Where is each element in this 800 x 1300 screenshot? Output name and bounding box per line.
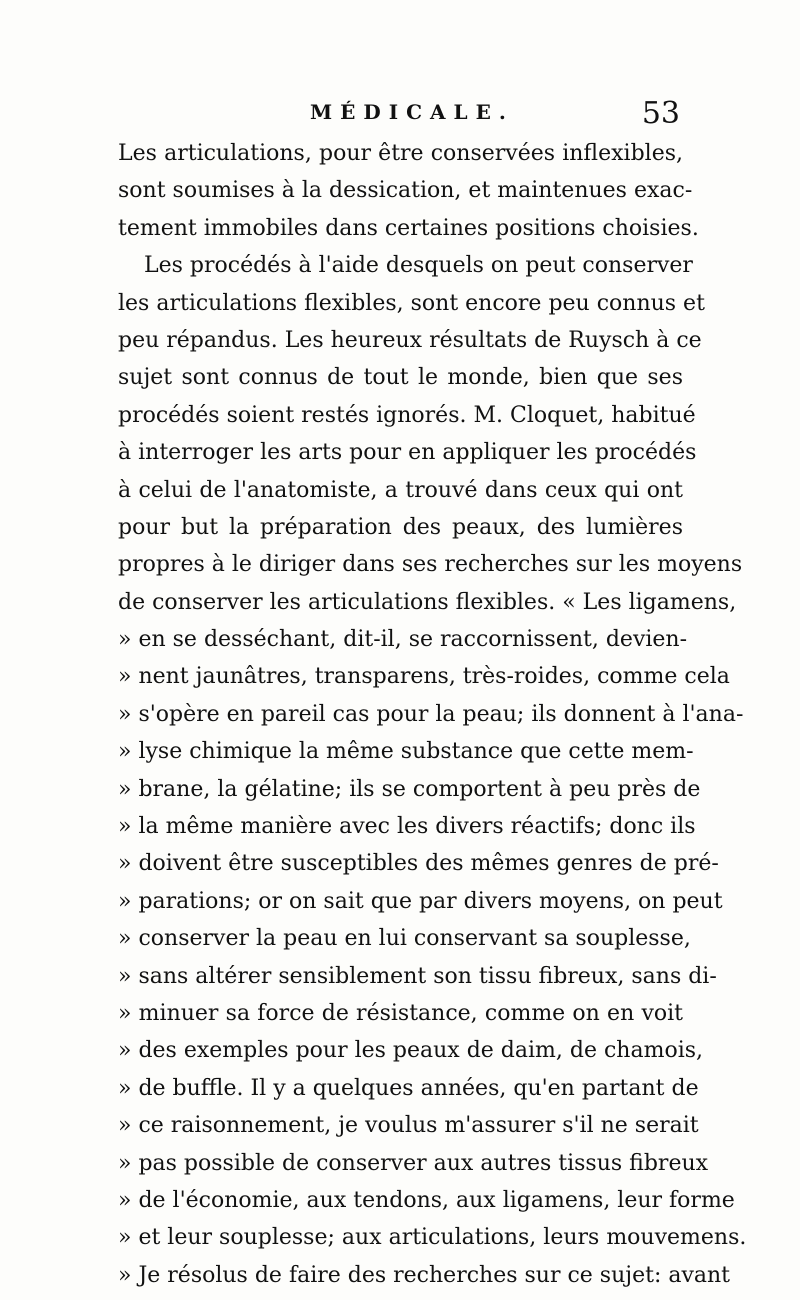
text-line: Les articulations, pour être conservées inflexibles, xyxy=(118,141,683,166)
text-line: à interroger les arts pour en appliquer les procédés xyxy=(118,440,697,466)
text-line: » parations; or on sait que par divers moyens, on peut xyxy=(118,888,723,914)
text-line: » et leur souplesse; aux articulations, leurs mouvemens. xyxy=(118,1225,747,1251)
running-head xyxy=(120,96,680,136)
text-line: » Je résolus de faire des recherches sur ce sujet: avant xyxy=(118,1262,731,1288)
text-line: procédés soient restés ignorés. M. Cloquet, habitué xyxy=(118,402,696,428)
text-line: » brane, la gélatine; ils se comportent à peu près de xyxy=(118,776,701,802)
body-text xyxy=(118,135,747,1294)
text-line: » sans altérer sensiblement son tissu fibreux, sans di- xyxy=(118,963,717,989)
running-title: MÉDICALE. xyxy=(310,100,514,124)
text-line: » de l'économie, aux tendons, aux ligamens, leur forme xyxy=(118,1187,735,1213)
text-line: » doivent être susceptibles des mêmes genres de pré- xyxy=(118,851,719,877)
text-line: propres à le diriger dans ses recherches sur les moyens xyxy=(118,552,743,578)
text-line: » la même manière avec les divers réactifs; donc ils xyxy=(118,814,696,840)
text-line: sont soumises à la dessication, et maintenues exac- xyxy=(118,178,693,204)
text-line: » des exemples pour les peaux de daim, de chamois, xyxy=(118,1038,704,1064)
text-line: » s'opère en pareil cas pour la peau; ils donnent à l'ana- xyxy=(118,701,744,727)
text-line: les articulations flexibles, sont encore peu connus et xyxy=(118,290,705,316)
text-line: de conserver les articulations flexibles. « Les ligamens, xyxy=(118,589,737,615)
text-line: » pas possible de conserver aux autres tissus fibreux xyxy=(118,1150,709,1176)
text-line: » de buffle. Il y a quelques années, qu'en partant de xyxy=(118,1075,699,1101)
text-line: sujet sont connus de tout le monde, bien que ses xyxy=(118,365,683,391)
text-line: » ce raisonnement, je voulus m'assurer s'il ne serait xyxy=(118,1113,699,1139)
text-line: tement immobiles dans certaines positions choisies. xyxy=(118,215,699,241)
page-number: 53 xyxy=(641,96,680,131)
text-line: » conserver la peau en lui conservant sa souplesse, xyxy=(118,926,691,952)
text-line: peu répandus. Les heureux résultats de Ruysch à ce xyxy=(118,327,702,353)
text-line: » lyse chimique la même substance que cette mem- xyxy=(118,739,694,765)
text-line: » minuer sa force de résistance, comme on en voit xyxy=(118,1000,683,1026)
text-line: » nent jaunâtres, transparens, très-roides, comme cela xyxy=(118,664,730,690)
text-line: pour but la préparation des peaux, des lumières xyxy=(118,514,683,540)
text-line: Les procédés à l'aide desquels on peut conserver xyxy=(144,253,693,279)
text-line: » en se desséchant, dit-il, se raccornissent, devien- xyxy=(118,627,688,653)
text-line: à celui de l'anatomiste, a trouvé dans ceux qui ont xyxy=(118,477,683,503)
